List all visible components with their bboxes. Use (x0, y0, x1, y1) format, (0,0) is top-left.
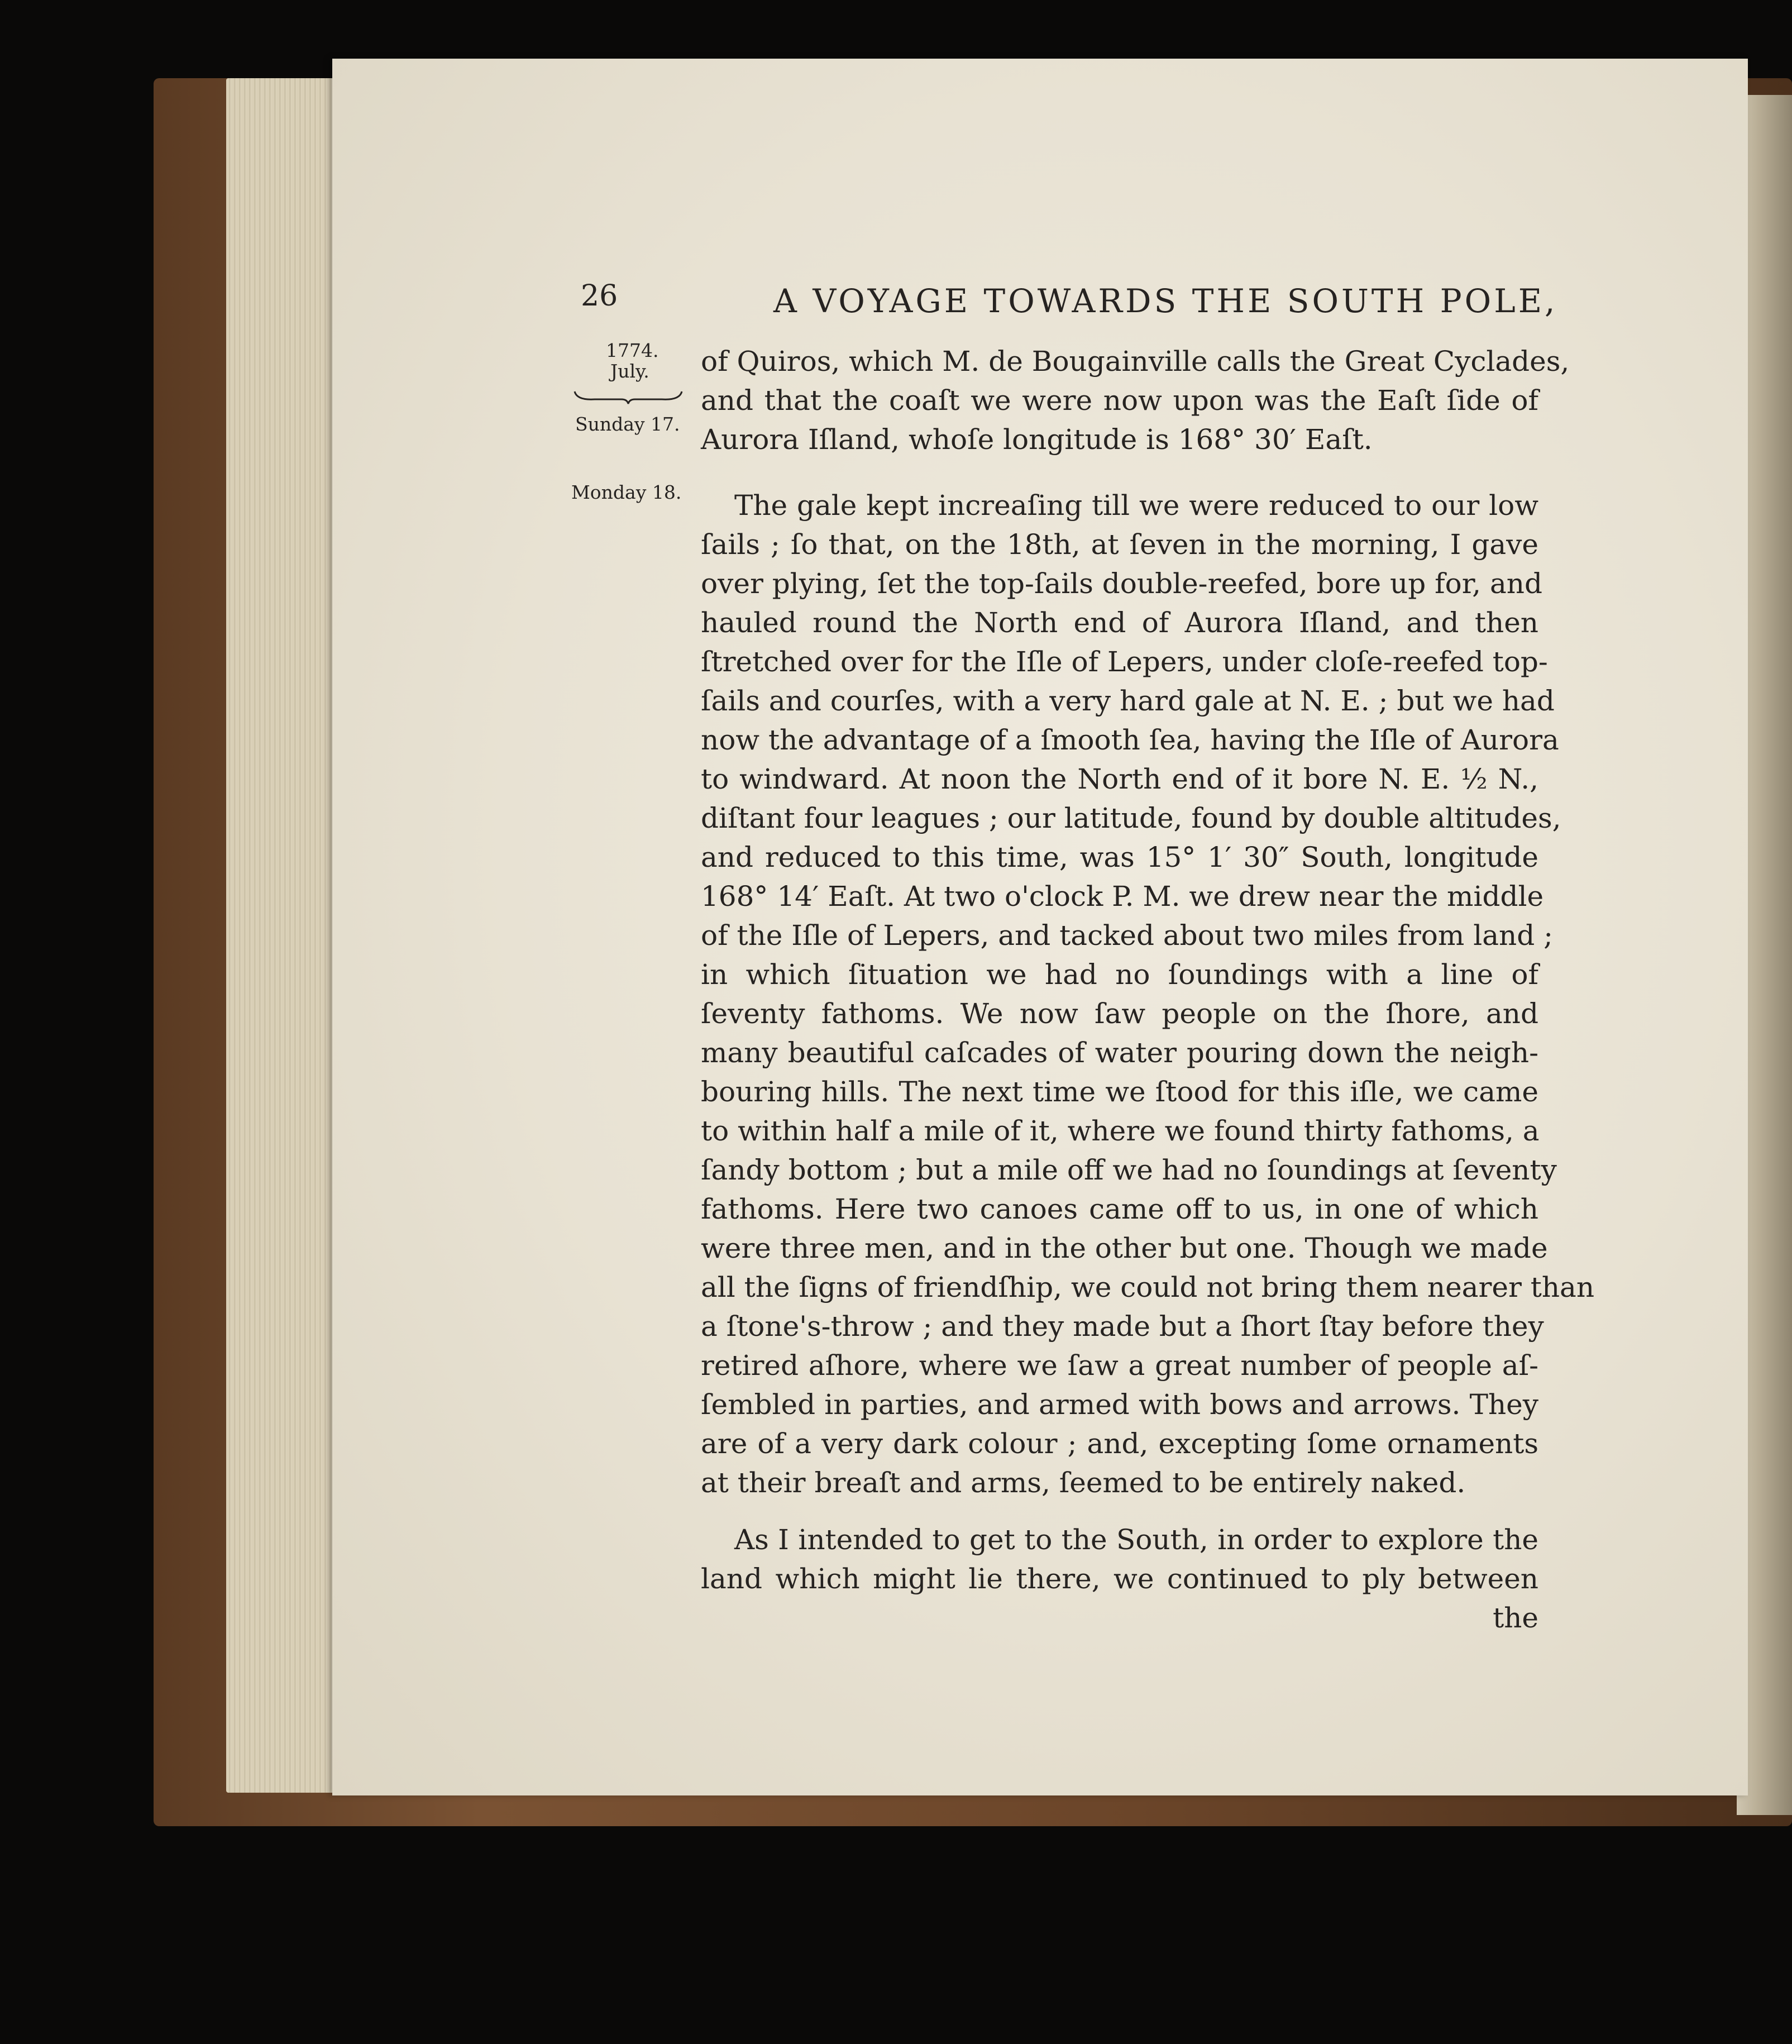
left-page-stack (226, 78, 343, 1793)
text-line: were three men, and in the other but one. Though we made (701, 1232, 1548, 1264)
text-line: a ſtone's-throw ; and they made but a ſhort ſtay before they (701, 1310, 1544, 1343)
text-line: ſails ; ſo that, on the 18th, at ſeven in the morning, I gave (701, 528, 1538, 561)
text-line: to windward. At noon the North end of it bore N. E. ½ N., (701, 763, 1538, 795)
margin-brace (572, 388, 684, 405)
paragraph (701, 486, 1595, 1502)
text-line: ſeventy fathoms. We now ſaw people on the ſhore, and (701, 997, 1538, 1030)
text-line: fathoms. Here two canoes came off to us, in one of which (701, 1193, 1538, 1225)
text-line: of Quiros, which M. de Bougainville calls the Great Cyclades, (701, 345, 1570, 378)
text-line: The gale kept increaſing till we were reduced to our low (734, 489, 1538, 522)
text-line: 168° 14′ Eaſt. At two o'clock P. M. we drew near the middle (701, 880, 1544, 913)
text-line: over plying, ſet the top-ſails double-reefed, bore up for, and (701, 567, 1542, 600)
text-line: all the ſigns of friendſhip, we could not bring them nearer than (701, 1271, 1595, 1303)
text-line: of the Iſle of Lepers, and tacked about two miles from land ; (701, 919, 1553, 952)
text-line: bouring hills. The next time we ſtood for this iſle, we came (701, 1076, 1538, 1108)
text-line: land which might lie there, we continued to ply between (701, 1563, 1538, 1595)
paragraph (701, 342, 1570, 459)
text-line: Aurora Iſland, whoſe longitude is 168° 30′ Eaſt. (701, 423, 1373, 456)
page-number: 26 (581, 279, 618, 313)
text-line: to within half a mile of it, where we found thirty fathoms, a (701, 1115, 1540, 1147)
text-line: diſtant four leagues ; our latitude, found by double altitudes, (701, 802, 1561, 834)
running-head: A VOYAGE TOWARDS THE SOUTH POLE, (773, 282, 1558, 320)
margin-note-year: 1774. (606, 340, 659, 361)
text-line: ſtretched over for the Iſle of Lepers, under cloſe-reefed top- (701, 646, 1548, 678)
text-line: ſandy bottom ; but a mile off we had no ſoundings at ſeventy (701, 1154, 1557, 1186)
text-line: are of a very dark colour ; and, excepting ſome ornaments (701, 1427, 1538, 1460)
paragraph (701, 1520, 1538, 1598)
margin-note-monday: Monday 18. (571, 481, 682, 503)
text-line: ſails and courſes, with a very hard gale at N. E. ; but we had (701, 685, 1555, 717)
catchword: the (1493, 1602, 1538, 1634)
text-line: at their breaſt and arms, ſeemed to be entirely naked. (701, 1467, 1466, 1499)
body-text (701, 342, 1595, 1637)
text-line: retired aſhore, where we ſaw a great number of people aſ- (701, 1349, 1538, 1382)
margin-note-sunday: Sunday 17. (575, 413, 680, 435)
text-line: in which ſituation we had no ſoundings with a line of (701, 958, 1538, 991)
text-line: ſembled in parties, and armed with bows and arrows. They (701, 1388, 1538, 1421)
text-line: and reduced to this time, was 15° 1′ 30″ South, longitude (701, 841, 1538, 873)
text-line: now the advantage of a ſmooth ſea, having the Iſle of Aurora (701, 724, 1559, 756)
text-line: many beautiful caſcades of water pouring down the neigh- (701, 1037, 1538, 1069)
text-line: and that the coaſt we were now upon was the Eaſt ſide of (701, 384, 1538, 417)
text-line: As I intended to get to the South, in order to explore the (734, 1524, 1538, 1556)
margin-note-month: July. (610, 360, 649, 382)
text-line: hauled round the North end of Aurora Iſland, and then (701, 606, 1538, 639)
